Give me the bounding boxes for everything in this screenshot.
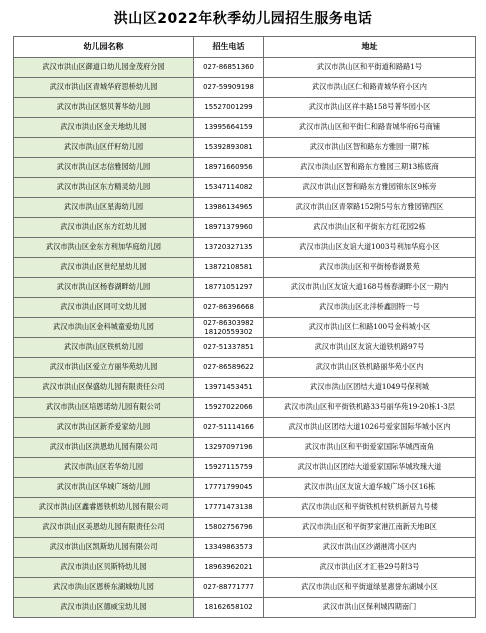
- cell-phone: 13297097196: [194, 438, 264, 458]
- cell-phone: 027-51114166: [194, 418, 264, 438]
- table-row: [14, 558, 476, 578]
- cell-address: 武汉市洪山区铁机路丽华苑小区内: [264, 358, 476, 378]
- cell-address: 武汉市洪山区友谊大道华城广场小区16栋: [264, 478, 476, 498]
- cell-name: 武汉市洪山区若华幼儿园: [14, 458, 194, 478]
- cell-address: 武汉市洪山区和平街道和路路1号: [264, 58, 476, 78]
- column-header-phone: 招生电话: [194, 37, 264, 58]
- cell-address: 武汉市洪山区和平街杨春湖景苑: [264, 258, 476, 278]
- cell-name: 武汉市洪山区培恩诺幼儿园有限公司: [14, 398, 194, 418]
- cell-phone: 027-51337851: [194, 338, 264, 358]
- cell-phone: 13971453451: [194, 378, 264, 398]
- cell-phone: 027-59909198: [194, 78, 264, 98]
- cell-phone: 17771799045: [194, 478, 264, 498]
- cell-address: 武汉市洪山区青翠路152附5号东方雅园锦西区: [264, 198, 476, 218]
- cell-phone: 15802756796: [194, 518, 264, 538]
- table-row: [14, 338, 476, 358]
- cell-address: 武汉市洪山区团结大道爱家国际华城玫瑰大道: [264, 458, 476, 478]
- page-title: 洪山区2022年秋季幼儿园招生服务电话: [113, 11, 373, 27]
- cell-phone: 15347114082: [194, 178, 264, 198]
- cell-name: 武汉市洪山区恩桥东湖城幼儿园: [14, 578, 194, 598]
- table-row: [14, 218, 476, 238]
- cell-address: 武汉市洪山区和平街铁机村铁机新居九号楼: [264, 498, 476, 518]
- cell-phone: 18963962021: [194, 558, 264, 578]
- table-row: [14, 438, 476, 458]
- table-row: [14, 298, 476, 318]
- cell-phone: 15927022066: [194, 398, 264, 418]
- column-header-name: 幼儿园名称: [14, 37, 194, 58]
- table-row: [14, 598, 476, 618]
- cell-name: 武汉市洪山区志信雅园幼儿园: [14, 158, 194, 178]
- cell-name: 武汉市洪山区杨春湖畔幼儿园: [14, 278, 194, 298]
- cell-name: 武汉市洪山区铁机幼儿园: [14, 338, 194, 358]
- cell-name: 武汉市洪山区保盛幼儿园有限责任公司: [14, 378, 194, 398]
- cell-name: 武汉市洪山区金天地幼儿园: [14, 118, 194, 138]
- cell-phone: 027-86589622: [194, 358, 264, 378]
- table-row: [14, 358, 476, 378]
- cell-address: 武汉市洪山区和平街仁和路青城华府6号商铺: [264, 118, 476, 138]
- cell-phone: 13986134965: [194, 198, 264, 218]
- cell-phone: 027-86303982 18120559302: [194, 318, 264, 338]
- table-row: [14, 118, 476, 138]
- cell-name: 武汉市洪山区世纪星幼儿园: [14, 258, 194, 278]
- cell-address: 武汉市洪山区智和路东方雅园一期7栋: [264, 138, 476, 158]
- cell-name: 武汉市洪山区鑫睿恩铁机幼儿园有限公司: [14, 498, 194, 518]
- cell-name: 武汉市洪山区德威宝幼儿园: [14, 598, 194, 618]
- cell-address: 武汉市洪山区友谊大道168号杨春湖畔小区一期内: [264, 278, 476, 298]
- cell-name: 武汉市洪山区悠贝菁华幼儿园: [14, 98, 194, 118]
- table-row: [14, 538, 476, 558]
- cell-name: 武汉市洪山区金科城童爱幼儿园: [14, 318, 194, 338]
- cell-address: 武汉市洪山区和平街爱家国际华城西南角: [264, 438, 476, 458]
- cell-name: 武汉市洪山区东方红幼儿园: [14, 218, 194, 238]
- table-row: [14, 158, 476, 178]
- table-row: [14, 278, 476, 298]
- cell-address: 武汉市洪山区沙湖港湾小区内: [264, 538, 476, 558]
- cell-phone: 13720327135: [194, 238, 264, 258]
- cell-phone: 18162658102: [194, 598, 264, 618]
- cell-name: 武汉市洪山区新乔爱家幼儿园: [14, 418, 194, 438]
- cell-name: 武汉市洪山区洪恩幼儿园有限公司: [14, 438, 194, 458]
- cell-address: 武汉市洪山区才汇巷29号附3号: [264, 558, 476, 578]
- cell-phone: 027-86851360: [194, 58, 264, 78]
- cell-phone: 13872108581: [194, 258, 264, 278]
- cell-phone: 15527001299: [194, 98, 264, 118]
- table-row: [14, 518, 476, 538]
- cell-address: 武汉市洪山区和平街东方红花园2栋: [264, 218, 476, 238]
- cell-name: 武汉市洪山区星海幼儿园: [14, 198, 194, 218]
- cell-phone: 18971660956: [194, 158, 264, 178]
- cell-address: 武汉市洪山区和平街罗家港江南新天地B区: [264, 518, 476, 538]
- cell-name: 武汉市洪山区美恩幼儿园有限责任公司: [14, 518, 194, 538]
- table-row: [14, 498, 476, 518]
- cell-address: 武汉市洪山区智和路东方雅园锦东区9栋旁: [264, 178, 476, 198]
- cell-address: 武汉市洪山区和平街道绿星惠誉东湖城小区: [264, 578, 476, 598]
- cell-name: 武汉市洪山区仟籽幼儿园: [14, 138, 194, 158]
- cell-address: 武汉市洪山区保利城四期南门: [264, 598, 476, 618]
- cell-address: 武汉市洪山区祥丰路158号菁华园小区: [264, 98, 476, 118]
- cell-phone: 13995664159: [194, 118, 264, 138]
- cell-address: 武汉市洪山区北洋桥鑫园特一号: [264, 298, 476, 318]
- cell-phone: 13349863573: [194, 538, 264, 558]
- cell-name: 武汉市洪山区御道口幼儿园金茂府分园: [14, 58, 194, 78]
- cell-name: 武汉市洪山区华城广场幼儿园: [14, 478, 194, 498]
- table-row: [14, 458, 476, 478]
- table-row: [14, 98, 476, 118]
- cell-name: 武汉市洪山区贝斯特幼儿园: [14, 558, 194, 578]
- cell-name: 武汉市洪山区东方精灵幼儿园: [14, 178, 194, 198]
- column-header-address: 地址: [264, 37, 476, 58]
- table-row: [14, 418, 476, 438]
- table-row: [14, 58, 476, 78]
- cell-phone: 027-86396668: [194, 298, 264, 318]
- table-header: [14, 37, 476, 58]
- table-row: [14, 238, 476, 258]
- cell-address: 武汉市洪山区仁和路100号金科城小区: [264, 318, 476, 338]
- table-row: [14, 478, 476, 498]
- table-row: [14, 198, 476, 218]
- cell-phone: 18971379960: [194, 218, 264, 238]
- cell-address: 武汉市洪山区智和路东方雅园三期13栋底商: [264, 158, 476, 178]
- cell-name: 武汉市洪山区凯斯幼儿园有限公司: [14, 538, 194, 558]
- cell-phone: 17771473138: [194, 498, 264, 518]
- kindergarten-table: [13, 36, 476, 618]
- table-row: [14, 318, 476, 338]
- cell-name: 武汉市洪山区爱立方丽华苑幼儿园: [14, 358, 194, 378]
- cell-phone: 18771051297: [194, 278, 264, 298]
- cell-address: 武汉市洪山区和平街铁机路33号丽华苑19-20栋1-3层: [264, 398, 476, 418]
- cell-name: 武汉市洪山区青城华府思桥幼儿园: [14, 78, 194, 98]
- header-row: [14, 37, 476, 58]
- cell-address: 武汉市洪山区团结大道1026号爱家国际华城小区内: [264, 418, 476, 438]
- cell-address: 武汉市洪山区友谊大道铁机路97号: [264, 338, 476, 358]
- cell-name: 武汉市洪山区金东方利加华庭幼儿园: [14, 238, 194, 258]
- cell-phone: 027-88771777: [194, 578, 264, 598]
- cell-phone: 15927115759: [194, 458, 264, 478]
- table-row: [14, 178, 476, 198]
- cell-address: 武汉市洪山区团结大道1049号保利城: [264, 378, 476, 398]
- table-row: [14, 258, 476, 278]
- table-row: [14, 578, 476, 598]
- table-body: [14, 58, 476, 618]
- table-row: [14, 78, 476, 98]
- table-row: [14, 138, 476, 158]
- cell-name: 武汉市洪山区同可文幼儿园: [14, 298, 194, 318]
- table-row: [14, 398, 476, 418]
- cell-phone: 15392893081: [194, 138, 264, 158]
- table-row: [14, 378, 476, 398]
- cell-address: 武汉市洪山区仁和路青城华府小区内: [264, 78, 476, 98]
- cell-address: 武汉市洪山区友谊大道1003号利加华庭小区: [264, 238, 476, 258]
